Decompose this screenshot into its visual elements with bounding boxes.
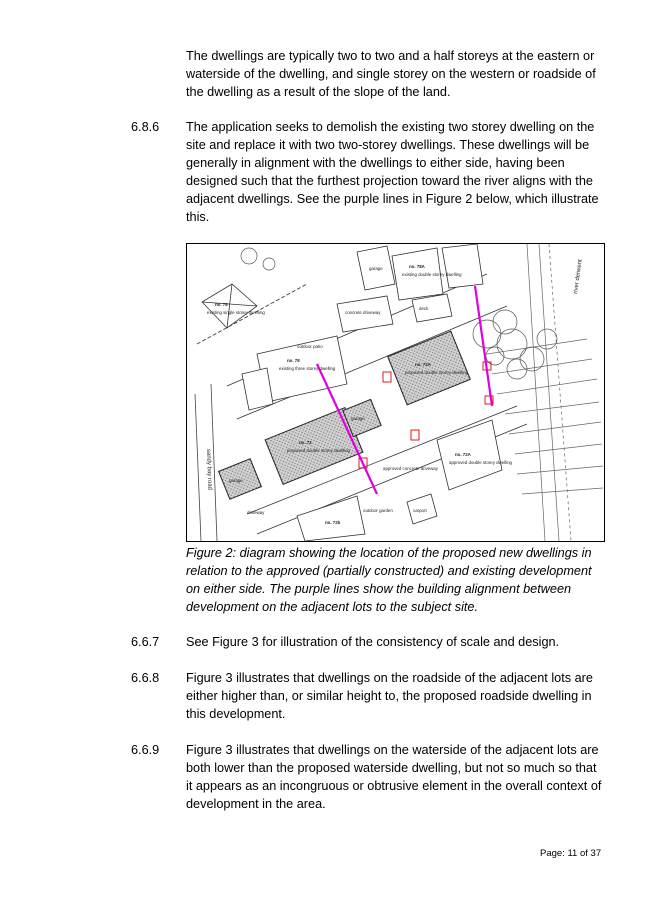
section-number-686: 6.8.6: [131, 120, 160, 134]
paragraph-686: The application seeks to demolish the existing two storey dwelling on the site and replace it with two two-storey dwellings. These dwellings will be generally in alignment with the dwellings to either side, having been designed such that the furthest projection toward the river aligns with the adjacent dwellings. See the purple lines in Figure 2 below, which illustrate this.: [186, 120, 599, 224]
section-number-668: 6.6.8: [131, 671, 160, 685]
site-plan-drawing: [187, 244, 604, 541]
no-72b: [297, 496, 365, 541]
river-bank: [487, 244, 603, 541]
paragraph-668: Figure 3 illustrates that dwellings on the roadside of the adjacent lots are either higher than, or similar height to, the proposed roadside dwelling in this development.: [186, 671, 593, 721]
label-river: river derwent: [573, 259, 584, 295]
label-no72a-approved: no. 72A: [455, 452, 471, 457]
label-72a-proposed: proposed double storey dwelling: [405, 370, 468, 375]
label-road: sandy bay road: [205, 448, 213, 491]
label-no78a: no. 78A: [409, 264, 425, 269]
figure-caption: Figure 2: diagram showing the location of the proposed new dwellings in relation to the approved (partially constructed) and existing development on either side. The purple lines show the building alignment between development on the adjacent lots to the subject site.: [186, 546, 592, 614]
label-no78: no. 78: [287, 358, 300, 363]
label-72a-approved: approved double storey dwelling: [449, 460, 512, 465]
label-garage-left: garage: [229, 478, 243, 483]
section-number-667: 6.6.7: [131, 635, 160, 649]
page-number: Page: 11 of 37: [540, 848, 602, 859]
label-garage-top: garage: [369, 266, 383, 271]
label-78a-existing: existing double storey dwelling: [402, 272, 462, 277]
label-78-left-existing: existing single storey dwelling: [207, 310, 265, 315]
label-no78-left: no. 78: [215, 302, 228, 307]
label-outdoor-garden: outdoor garden: [363, 508, 393, 513]
label-72-proposed: proposed double storey dwelling: [287, 448, 350, 453]
label-outdoor-patio: outdoor patio: [297, 344, 323, 349]
site-plan-figure: [186, 243, 605, 542]
label-concrete-driveway: concrete driveway: [345, 310, 381, 315]
paragraph-669: Figure 3 illustrates that dwellings on the waterside of the adjacent lots are both lower than the proposed waterside dwelling, but not so much so that it appears as an incongruous or obtrusive element in the overall context of development in the area.: [186, 743, 602, 811]
proposed-dwelling-72a: [388, 331, 471, 405]
label-carport: carport: [413, 508, 427, 513]
label-deck: deck: [419, 306, 429, 311]
label-approved-driveway: approved concrete driveway: [383, 466, 438, 471]
intro-paragraph: The dwellings are typically two to two and a half storeys at the eastern or waterside of the dwelling, and single storey on the western or roadside of the dwelling as a result of the slope of the land.: [186, 49, 596, 99]
label-driveway: driveway: [247, 510, 265, 515]
label-no72b: no. 72b: [325, 520, 341, 525]
label-no72a: no. 72A: [415, 362, 431, 367]
label-78-existing: existing three storey dwelling: [279, 366, 336, 371]
paragraph-667: See Figure 3 for illustration of the consistency of scale and design.: [186, 635, 560, 649]
section-number-669: 6.6.9: [131, 743, 160, 757]
label-no72: no. 72: [299, 440, 312, 445]
label-garage-mid: garage: [351, 416, 365, 421]
